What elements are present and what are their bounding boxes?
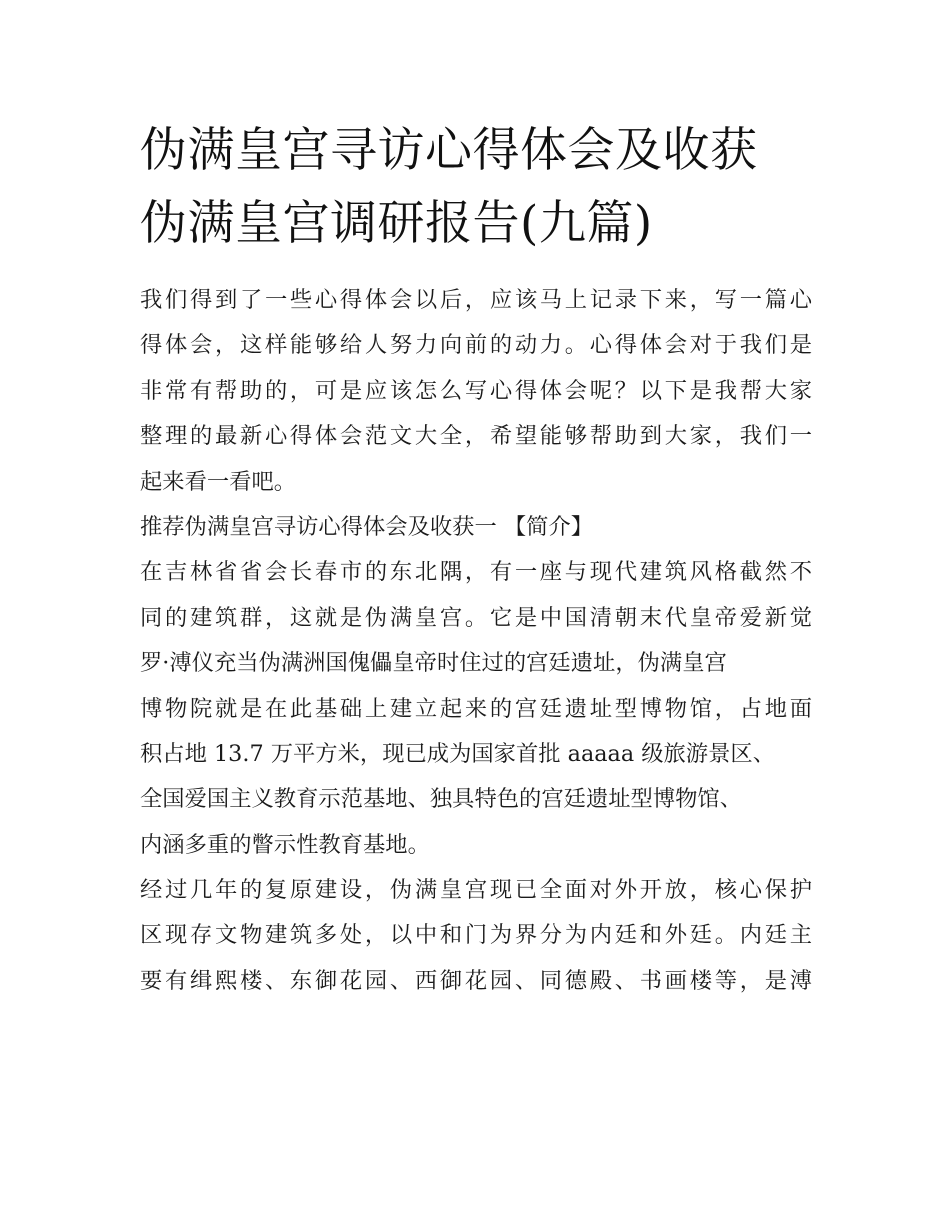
body-line: 整理的最新心得体会范文大全，希望能够帮助到大家，我们一 <box>140 423 812 450</box>
title-line-2: 伪满皇宫调研报告(九篇) <box>140 196 653 251</box>
body-line: 非常有帮助的，可是应该怎么写心得体会呢？以下是我帮大家 <box>140 377 812 404</box>
body-line: 积占地 13.7 万平方米，现已成为国家首批 aaaaa 级旅游景区、 <box>140 740 775 767</box>
body-line: 罗·溥仪充当伪满洲国傀儡皇帝时住过的宫廷遗址，伪满皇宫 <box>140 650 727 677</box>
body-line: 在吉林省省会长春市的东北隅，有一座与现代建筑风格截然不 <box>140 559 812 586</box>
document-body <box>140 278 812 1004</box>
body-line: 博物院就是在此基础上建立起来的宫廷遗址型博物馆，占地面 <box>140 695 812 722</box>
body-line: 全国爱国主义教育示范基地、独具特色的宫廷遗址型博物馆、 <box>140 786 743 813</box>
body-line: 经过几年的复原建设，伪满皇宫现已全面对外开放，核心保护 <box>140 877 812 904</box>
section-heading: 推荐伪满皇宫寻访心得体会及收获一 【简介】 <box>140 513 594 540</box>
body-line: 内涵多重的瞥示性教育基地。 <box>140 831 430 858</box>
body-line: 起来看一看吧。 <box>140 468 297 495</box>
body-line: 区现存文物建筑多处，以中和门为界分为内廷和外廷。内廷主 <box>140 922 812 949</box>
body-line: 我们得到了一些心得体会以后，应该马上记录下来，写一篇心 <box>140 287 812 313</box>
body-line: 得体会，这样能够给人努力向前的动力。心得体会对于我们是 <box>140 332 812 359</box>
title-line-1: 伪满皇宫寻访心得体会及收获 <box>140 123 758 178</box>
body-line: 同的建筑群，这就是伪满皇宫。它是中国清朝末代皇帝爱新觉 <box>140 604 812 631</box>
body-line: 要有缉熙楼、东御花园、西御花园、同德殿、书画楼等，是溥 <box>140 967 812 994</box>
document-title <box>140 114 840 260</box>
